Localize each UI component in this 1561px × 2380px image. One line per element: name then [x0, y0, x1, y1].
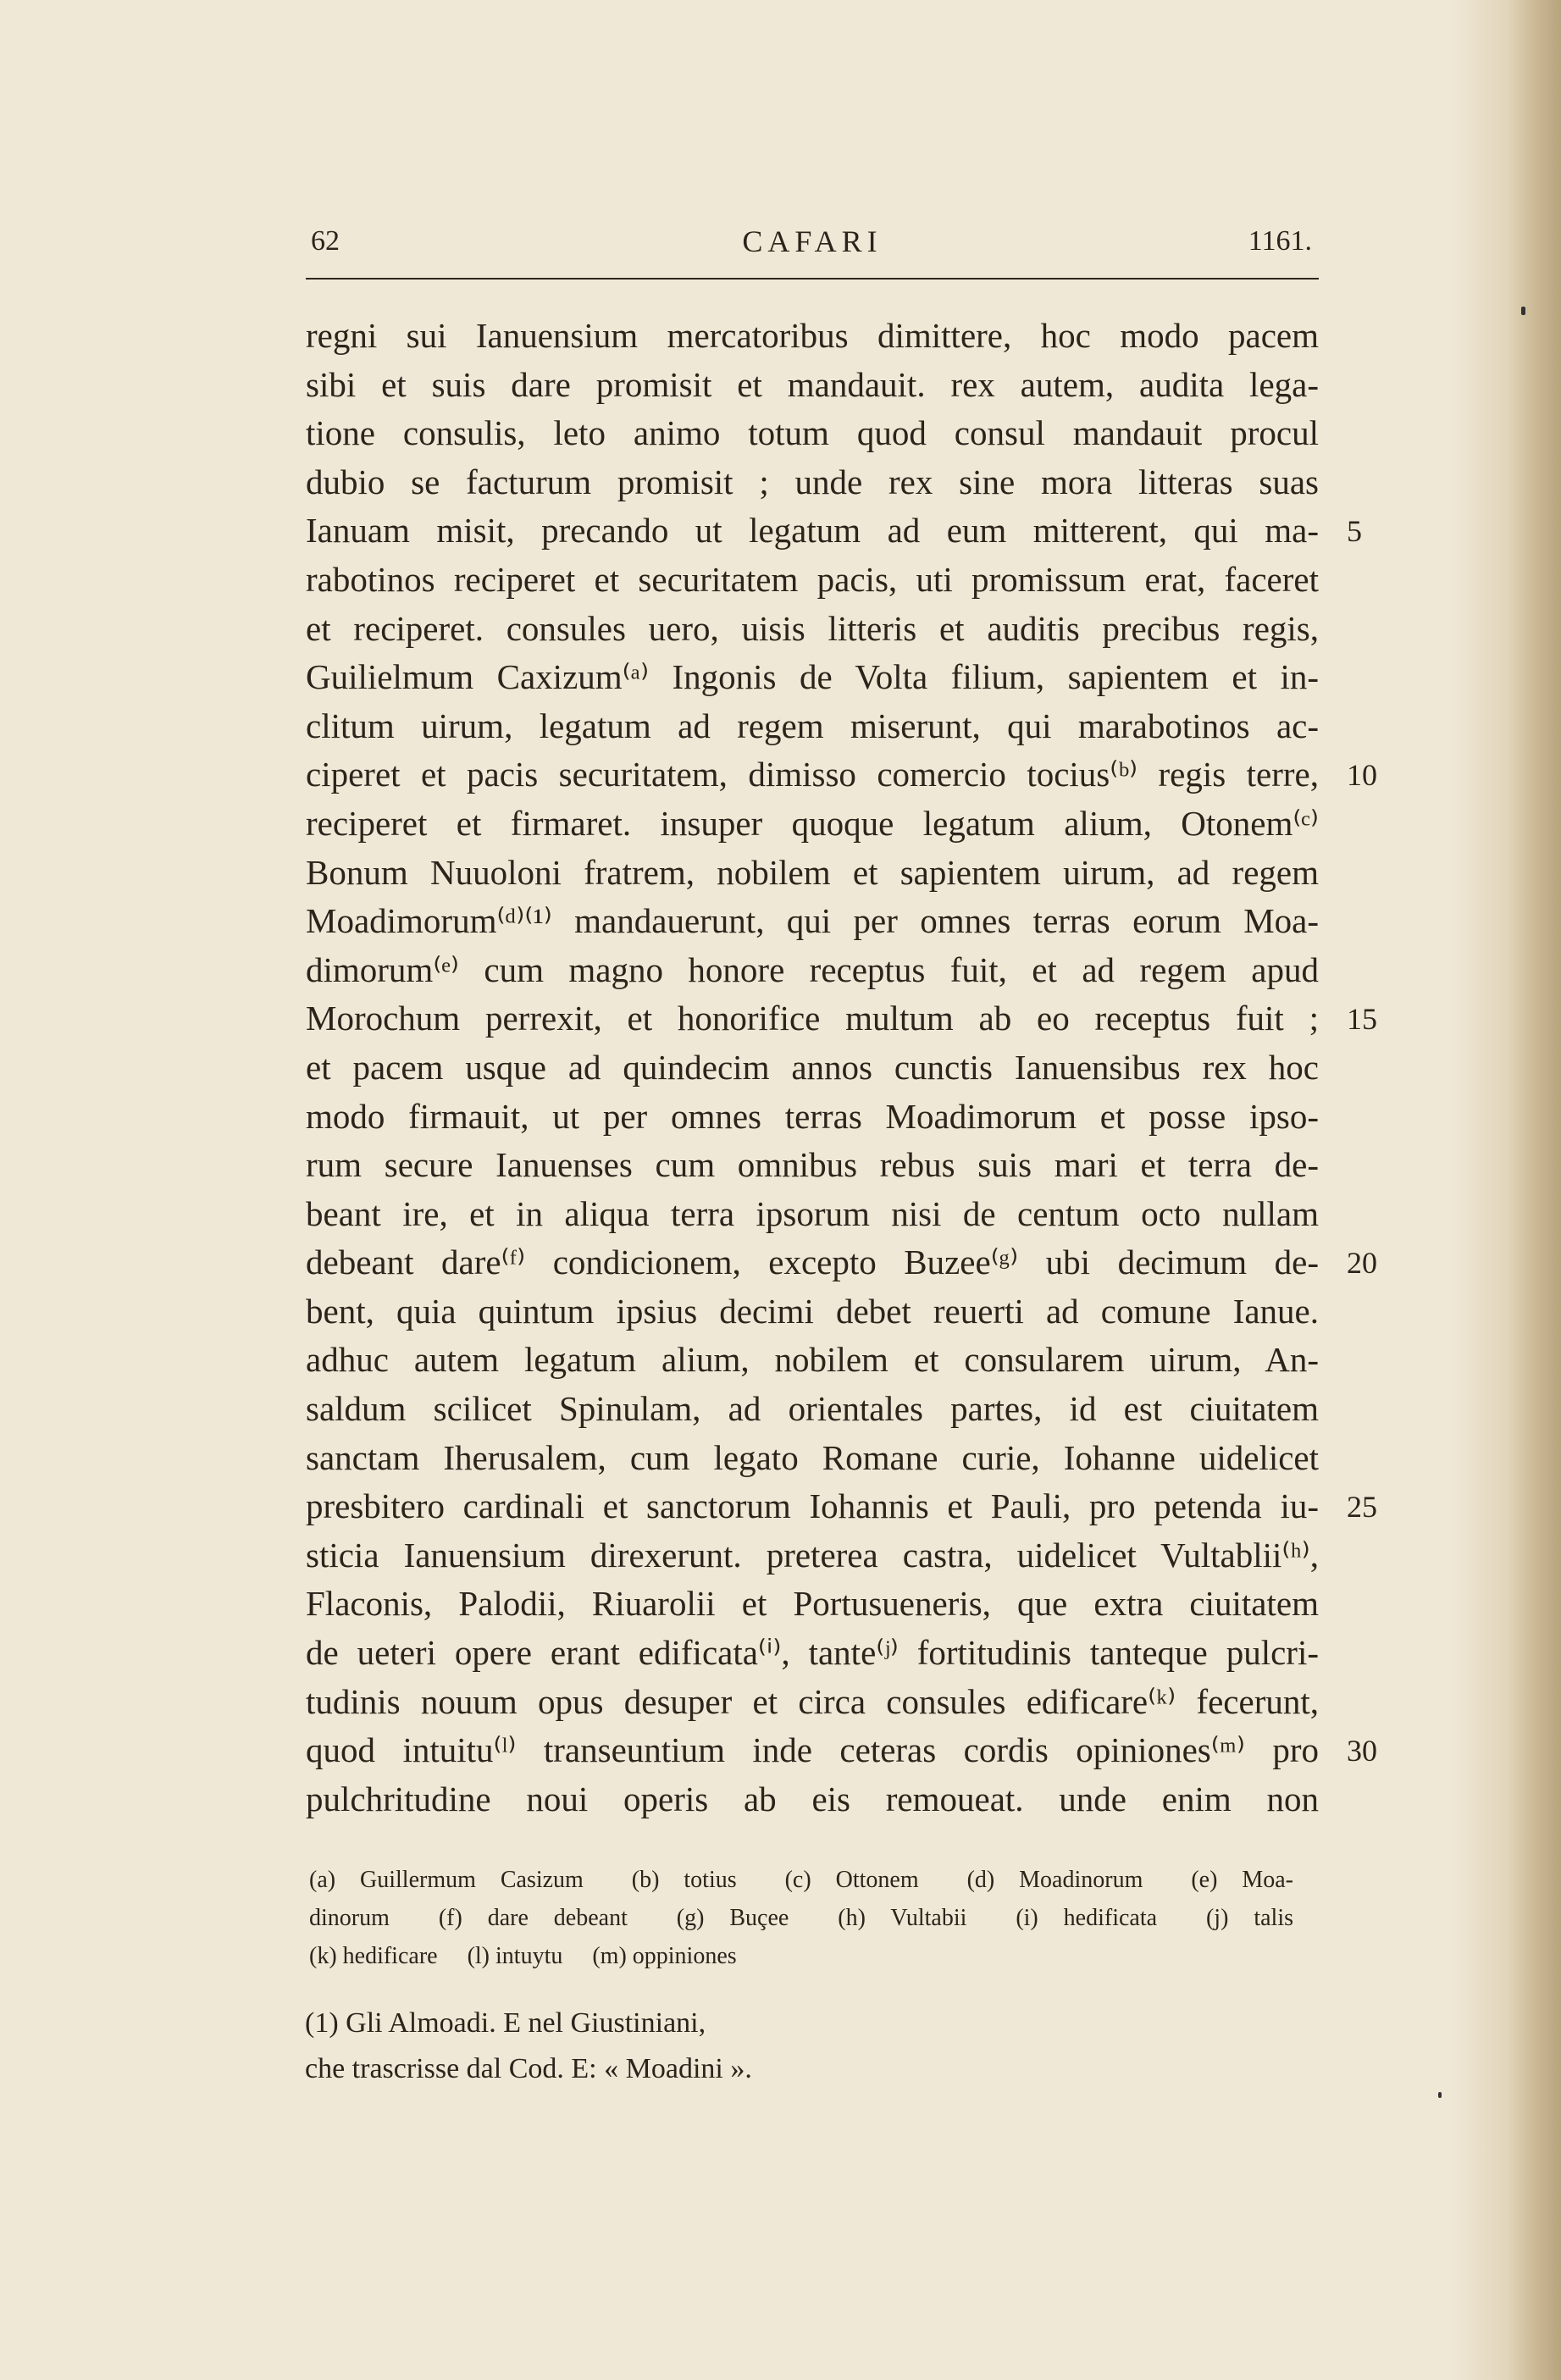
footnote	[305, 2001, 752, 2092]
running-header	[306, 220, 1319, 271]
variant-note: (f) dare debeant	[438, 1905, 628, 1931]
header-rule	[306, 278, 1319, 280]
text-line: beant ire, et in aliqua terra ipsorum nisi de centum octo nullam	[306, 1193, 1319, 1233]
variant-note-row	[309, 1937, 1317, 1975]
variant-note: (i) hedificata	[1016, 1905, 1158, 1931]
running-title: CAFARI	[742, 224, 883, 258]
variant-note: (d) Moadinorum	[966, 1867, 1143, 1893]
text-line: sticia Ianuensium direxerunt. preterea castra, uidelicet Vultablii⁽ʰ⁾,	[306, 1535, 1319, 1575]
variant-note: (a) Guillermum Casizum	[309, 1867, 584, 1893]
line-number: 10	[1347, 758, 1377, 793]
variant-note: (c) Ottonem	[784, 1867, 919, 1893]
line-number: 20	[1347, 1246, 1377, 1281]
text-line: Flaconis, Palodii, Riuarolii et Portusueneris, que extra ciuitatem	[306, 1584, 1319, 1624]
variant-note: (j) talis	[1205, 1905, 1293, 1931]
text-line: Morochum perrexit, et honorifice multum ab eo receptus fuit ;	[306, 999, 1319, 1038]
footnote-line: (1) Gli Almoadi. E nel Giustiniani,	[305, 2007, 706, 2039]
variant-note: (e) Moa-	[1191, 1867, 1294, 1893]
header-year: 1161.	[1248, 225, 1312, 257]
text-line: tione consulis, leto animo totum quod consul mandauit procul	[306, 413, 1319, 453]
text-line: pulchritudine noui operis ab eis remoueat. unde enim non	[306, 1779, 1319, 1818]
binding-mark	[1521, 307, 1525, 315]
main-text	[306, 312, 1319, 1824]
text-line: Ianuam misit, precando ut legatum ad eum mitterent, qui ma-	[306, 511, 1319, 551]
text-line: modo firmauit, ut per omnes terras Moadimorum et posse ipso-	[306, 1096, 1319, 1136]
text-line: Bonum Nuuoloni fratrem, nobilem et sapientem uirum, ad regem	[306, 852, 1319, 892]
text-line: tudinis nouum opus desuper et circa consules edificare⁽ᵏ⁾ fecerunt,	[306, 1681, 1319, 1721]
line-number: 30	[1347, 1734, 1377, 1768]
text-line: debeant dare⁽ᶠ⁾ condicionem, excepto Buzee⁽ᵍ⁾ ubi decimum de-	[306, 1243, 1319, 1282]
text-line: ciperet et pacis securitatem, dimisso comercio tocius⁽ᵇ⁾ regis terre,	[306, 755, 1319, 794]
text-line: dimorum⁽ᵉ⁾ cum magno honore receptus fuit, et ad regem apud	[306, 949, 1319, 989]
page-number: 62	[311, 225, 340, 257]
text-line: et reciperet. consules uero, uisis litteris et auditis precibus regis,	[306, 608, 1319, 648]
text-line: dubio se facturum promisit ; unde rex sine mora litteras suas	[306, 462, 1319, 501]
line-number: 15	[1347, 1002, 1377, 1037]
text-line: clitum uirum, legatum ad regem miserunt, qui marabotinos ac-	[306, 706, 1319, 745]
text-line: quod intuitu⁽ˡ⁾ transeuntium inde ceteras cordis opiniones⁽ᵐ⁾ pro	[306, 1730, 1319, 1770]
line-number: 25	[1347, 1490, 1377, 1525]
text-line: sibi et suis dare promisit et mandauit. rex autem, audita lega-	[306, 364, 1319, 404]
variant-notes	[309, 1861, 1317, 1975]
text-line: Guilielmum Caxizum⁽ᵃ⁾ Ingonis de Volta filium, sapientem et in-	[306, 657, 1319, 697]
paper-speck	[1438, 2092, 1442, 2098]
text-line: rum secure Ianuenses cum omnibus rebus suis mari et terra de-	[306, 1145, 1319, 1185]
text-line: sanctam Iherusalem, cum legato Romane curie, Iohanne uidelicet	[306, 1437, 1319, 1477]
variant-note: (b) totius	[631, 1867, 737, 1893]
text-line: de ueteri opere erant edificata⁽ⁱ⁾, tante⁽ʲ⁾ fortitudinis tanteque pulcri-	[306, 1633, 1319, 1673]
variant-note: (m) oppiniones	[592, 1943, 737, 1969]
variant-note: (h) Vultabii	[838, 1905, 967, 1931]
variant-note-row	[309, 1899, 1317, 1937]
variant-note-row	[309, 1861, 1317, 1899]
text-line: et pacem usque ad quindecim annos cunctis Ianuensibus rex hoc	[306, 1047, 1319, 1087]
text-line: bent, quia quintum ipsius decimi debet reuerti ad comune Ianue.	[306, 1291, 1319, 1331]
variant-note: (k) hedificare	[309, 1943, 438, 1969]
text-line: reciperet et firmaret. insuper quoque legatum alium, Otonem⁽ᶜ⁾	[306, 803, 1319, 843]
text-line: presbitero cardinali et sanctorum Iohannis et Pauli, pro petenda iu-	[306, 1486, 1319, 1526]
text-line: regni sui Ianuensium mercatoribus dimittere, hoc modo pacem	[306, 316, 1319, 355]
text-line: rabotinos reciperet et securitatem pacis, uti promissum erat, faceret	[306, 559, 1319, 599]
line-number: 5	[1347, 514, 1362, 549]
text-line: Moadimorum⁽ᵈ⁾⁽¹⁾ mandauerunt, qui per omnes terras eorum Moa-	[306, 901, 1319, 941]
variant-note: dinorum	[309, 1905, 390, 1931]
footnote-line: che trascrisse dal Cod. E: « Moadini ».	[305, 2053, 752, 2084]
variant-note: (g) Buçee	[676, 1905, 789, 1931]
text-line: saldum scilicet Spinulam, ad orientales partes, id est ciuitatem	[306, 1389, 1319, 1429]
text-line: adhuc autem legatum alium, nobilem et consularem uirum, An-	[306, 1340, 1319, 1380]
variant-note: (l) intuytu	[467, 1943, 563, 1969]
